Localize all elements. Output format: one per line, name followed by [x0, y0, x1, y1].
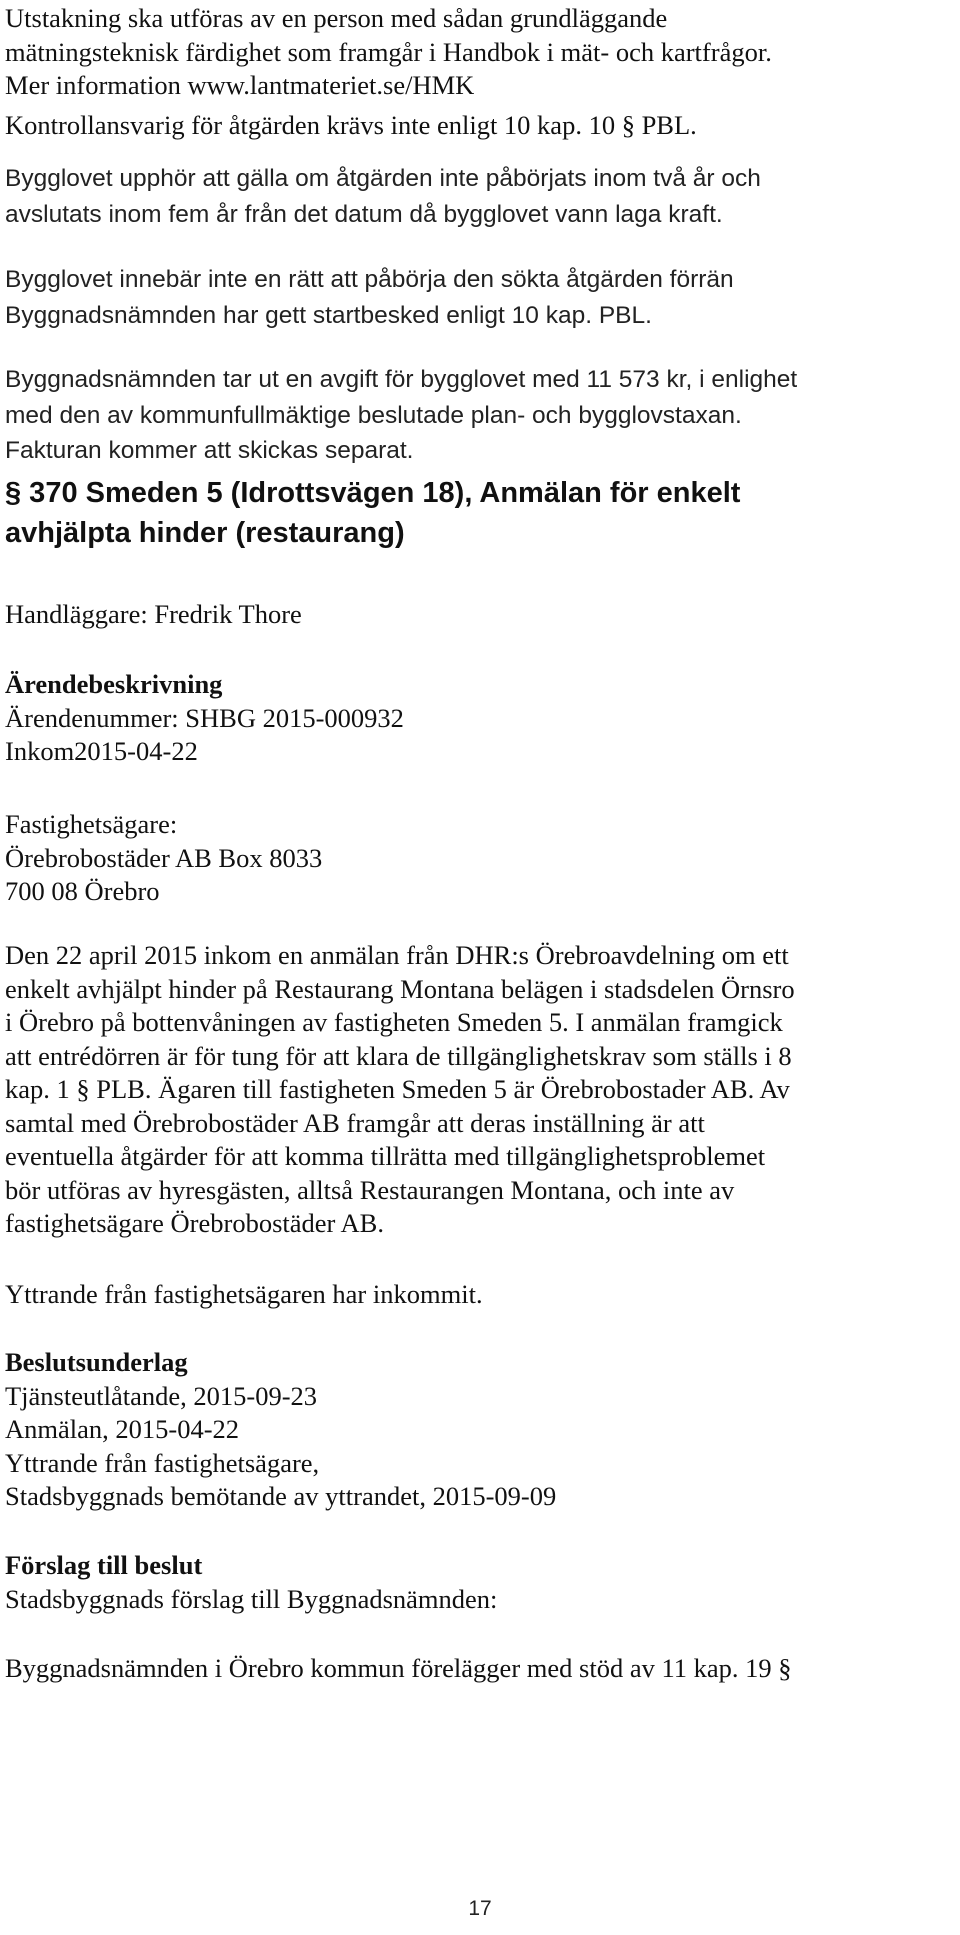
text-line: Bygglovet upphör att gälla om åtgärden inte påbörjats inom två år och: [5, 165, 761, 192]
handlaggare: [5, 598, 955, 632]
text-line: bör utföras av hyresgästen, alltså Restaurangen Montana, och inte av: [5, 1174, 735, 1205]
text-line: Örebrobostäder AB Box 8033: [5, 842, 323, 873]
text-line: Fastighetsägare:: [5, 809, 178, 839]
bygglov-validity-paragraph: [5, 161, 955, 232]
section-heading: [5, 473, 955, 553]
text-line: Yttrande från fastighetsägaren har inkommit.: [5, 1279, 483, 1309]
text-line: kap. 1 § PLB. Ägaren till fastigheten Smeden 5 är Örebrobostader AB. Av: [5, 1074, 790, 1104]
text-line: 700 08 Örebro: [5, 876, 160, 906]
text-line: med den av kommunfullmäktige beslutade plan- och bygglovstaxan.: [5, 401, 742, 429]
text-line: mätningsteknisk färdighet som framgår i Handbok i mät- och kartfrågor.: [5, 36, 772, 67]
forslag-section: [5, 1549, 955, 1616]
text-line: samtal med Örebrobostäder AB framgår att deras inställning är att: [5, 1107, 705, 1138]
utstakning-paragraph: [5, 2, 955, 103]
text-line: Handläggare: Fredrik Thore: [5, 599, 302, 629]
text-line: Fakturan kommer att skickas separat.: [5, 437, 414, 464]
avgift-paragraph: [5, 362, 955, 469]
forslag-title: Förslag till beslut: [5, 1550, 203, 1580]
text-line: Ärendenummer: SHBG 2015-000932: [5, 702, 404, 733]
text-line: Yttrande från fastighetsägare,: [5, 1447, 320, 1478]
text-line: Byggnadsnämnden i Örebro kommun förelägger med stöd av 11 kap. 19 §: [5, 1653, 792, 1683]
text-line: eventuella åtgärder för att komma tillrätta med tillgänglighetsproblemet: [5, 1141, 766, 1171]
arendebeskrivning-title: Ärendebeskrivning: [5, 669, 223, 699]
fastighetsagare-block: [5, 808, 955, 909]
page-number: 17: [468, 1897, 492, 1920]
text-line: Byggnadsnämnden har gett startbesked enligt 10 kap. PBL.: [5, 301, 652, 329]
text-line: Stadsbyggnads bemötande av yttrandet, 2015-09-09: [5, 1481, 557, 1511]
text-line: fastighetsägare Örebrobostäder AB.: [5, 1208, 384, 1238]
beslutsunderlag-title: Beslutsunderlag: [5, 1347, 188, 1377]
text-line: Kontrollansvarig för åtgärden krävs inte enligt 10 kap. 10 § PBL.: [5, 110, 697, 140]
text-line: Tjänsteutlåtande, 2015-09-23: [5, 1380, 318, 1411]
text-line: i Örebro på bottenvåningen av fastigheten Smeden 5. I anmälan framgick: [5, 1007, 783, 1037]
text-line: avslutats inom fem år från det datum då bygglovet vann laga kraft.: [5, 200, 723, 228]
heading-line: avhjälpta hinder (restaurang): [5, 517, 405, 549]
text-line: Stadsbyggnads förslag till Byggnadsnämnden:: [5, 1583, 498, 1614]
text-line: Byggnadsnämnden tar ut en avgift för bygglovet med 11 573 kr, i enlighet: [5, 366, 798, 393]
arendebeskrivning-section: [5, 668, 955, 769]
forelaggande-paragraph: [5, 1652, 955, 1686]
kontrollansvarig-paragraph: [5, 109, 955, 143]
startbesked-paragraph: [5, 262, 955, 333]
text-line: Den 22 april 2015 inkom en anmälan från DHR:s Örebroavdelning om ett: [5, 940, 789, 970]
text-line: Bygglovet innebär inte en rätt att påbörja den sökta åtgärden förrän: [5, 266, 734, 293]
text-line: att entrédörren är för tung för att klara de tillgänglighetskrav som ställs i 8: [5, 1040, 792, 1071]
heading-line: § 370 Smeden 5 (Idrottsvägen 18), Anmälan för enkelt: [5, 477, 741, 509]
text-line: enkelt avhjälpt hinder på Restaurang Montana belägen i stadsdelen Örnsro: [5, 973, 795, 1004]
yttrande-paragraph: [5, 1278, 955, 1312]
text-line: Anmälan, 2015-04-22: [5, 1414, 240, 1444]
arende-body-paragraph: [5, 939, 955, 1241]
text-line: Mer information www.lantmateriet.se/HMK: [5, 70, 475, 100]
text-line: Inkom2015-04-22: [5, 736, 198, 766]
beslutsunderlag-section: [5, 1346, 955, 1514]
text-line: Utstakning ska utföras av en person med sådan grundläggande: [5, 3, 668, 33]
